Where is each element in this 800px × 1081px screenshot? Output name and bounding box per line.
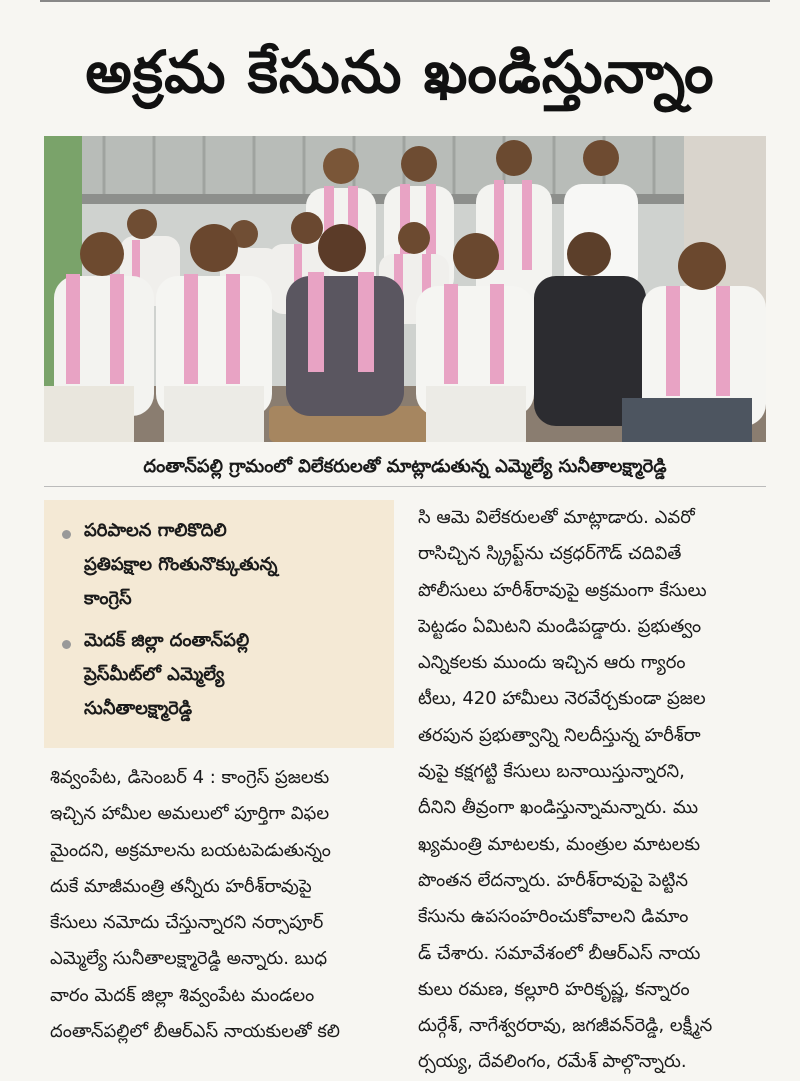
photo-caption: దంతాన్‌పల్లి గ్రామంలో విలేకరులతో మాట్లాడుతున్న ఎమ్మెల్యే సునీతాలక్ష్మారెడ్డి	[44, 448, 766, 487]
article-line: కులు రమణ, కల్లూరి హరికృష్ణ, కన్నారం	[418, 978, 690, 1000]
group-photo-image	[44, 136, 766, 442]
highlights-box	[44, 500, 394, 748]
article-line: పెట్టడం ఏమిటని మండిపడ్డారు. ప్రభుత్వం	[418, 615, 702, 637]
article-line: ఎన్నికలకు ముందు ఇచ్చిన ఆరు గ్యారం	[418, 652, 686, 674]
article-line: దీనిని తీవ్రంగా ఖండిస్తున్నామన్నారు. ము	[418, 797, 699, 819]
news-photo	[44, 136, 766, 442]
article-line: వారం మెదక్ జిల్లా శివ్వంపేట మండలం	[50, 984, 315, 1006]
article-column-right	[418, 500, 768, 1081]
article-line: సి ఆమె విలేకరులతో మాట్లాడారు. ఎవరో	[418, 507, 695, 528]
article-line: శివ్వంపేట, డిసెంబర్ 4 : కాంగ్రెస్ ప్రజలకు	[50, 767, 330, 788]
headline: అక్రమ కేసును ఖండిస్తున్నాం	[85, 38, 715, 106]
article-line: దంతాన్‌పల్లిలో బీఆర్‌ఎస్ నాయకులతో కలి	[50, 1021, 340, 1043]
highlight-line: సునీతాలక్ష్మారెడ్డి	[84, 698, 193, 719]
article-line: దుర్గేశ్, నాగేశ్వరరావు, జగజీవన్‌రెడ్డి, లక్ష్మీన	[418, 1015, 713, 1037]
highlight-item	[60, 624, 382, 726]
article-line: పోలీసులు హరీశ్‌రావుపై అక్రమంగా కేసులు	[418, 579, 707, 601]
highlight-line: పరిపాలన గాలికొదిలి	[84, 520, 227, 541]
highlight-line: కాంగ్రెస్	[84, 588, 132, 609]
article-line: ర్సయ్య, దేవలింగం, రమేశ్ పాల్గొన్నారు.	[418, 1051, 687, 1073]
article-line: కేసును ఉపసంహరించుకోవాలని డిమాం	[418, 906, 689, 928]
article-line: ఇచ్చిన హామీల అమలులో పూర్తిగా విఫల	[50, 803, 330, 825]
article-line: వుపై కక్షగట్టి కేసులు బనాయిస్తున్నారని,	[418, 761, 685, 783]
article-line: టీలు, 420 హామీలు నెరవేర్చకుండా ప్రజల	[418, 688, 706, 710]
article-line: పొంతన లేదన్నారు. హరీశ్‌రావుపై పెట్టిన	[418, 869, 689, 891]
article-line: దుకే మాజీమంత్రి తన్నీరు హరీశ్‌రావుపై	[50, 875, 312, 897]
article-line: డ్ చేశారు. సమావేశంలో బీఆర్‌ఎస్ నాయ	[418, 942, 701, 964]
article-line: తరపున ప్రభుత్వాన్ని నిలదీస్తున్న హరీశ్‌రా	[418, 724, 701, 746]
highlight-item	[60, 514, 382, 616]
article-line: ఎమ్మెల్యే సునీతాలక్ష్మారెడ్డి అన్నారు. బుధ	[50, 948, 328, 970]
bullet-icon	[62, 640, 71, 649]
article-line: ఖ్యమంత్రి మాటలకు, మంత్రుల మాటలకు	[418, 833, 701, 855]
highlight-line: ప్రెస్‌మీట్‌లో ఎమ్మెల్యే	[84, 664, 225, 685]
top-rule	[40, 0, 770, 10]
article-column-left	[50, 760, 390, 1050]
highlight-line: ప్రతిపక్షాల గొంతునొక్కుతున్న	[84, 554, 278, 575]
bullet-icon	[62, 530, 71, 539]
article-line: రాసిచ్చిన స్క్రిప్ట్‌ను చక్రధర్‌గౌడ్ చదివితే	[418, 543, 682, 565]
highlight-line: మెదక్ జిల్లా దంతాన్‌పల్లి	[84, 630, 250, 651]
article-line: మైందని, అక్రమాలను బయటపెడుతున్నం	[50, 839, 331, 861]
article-line: కేసులు నమోదు చేస్తున్నారని నర్సాపూర్	[50, 912, 324, 934]
